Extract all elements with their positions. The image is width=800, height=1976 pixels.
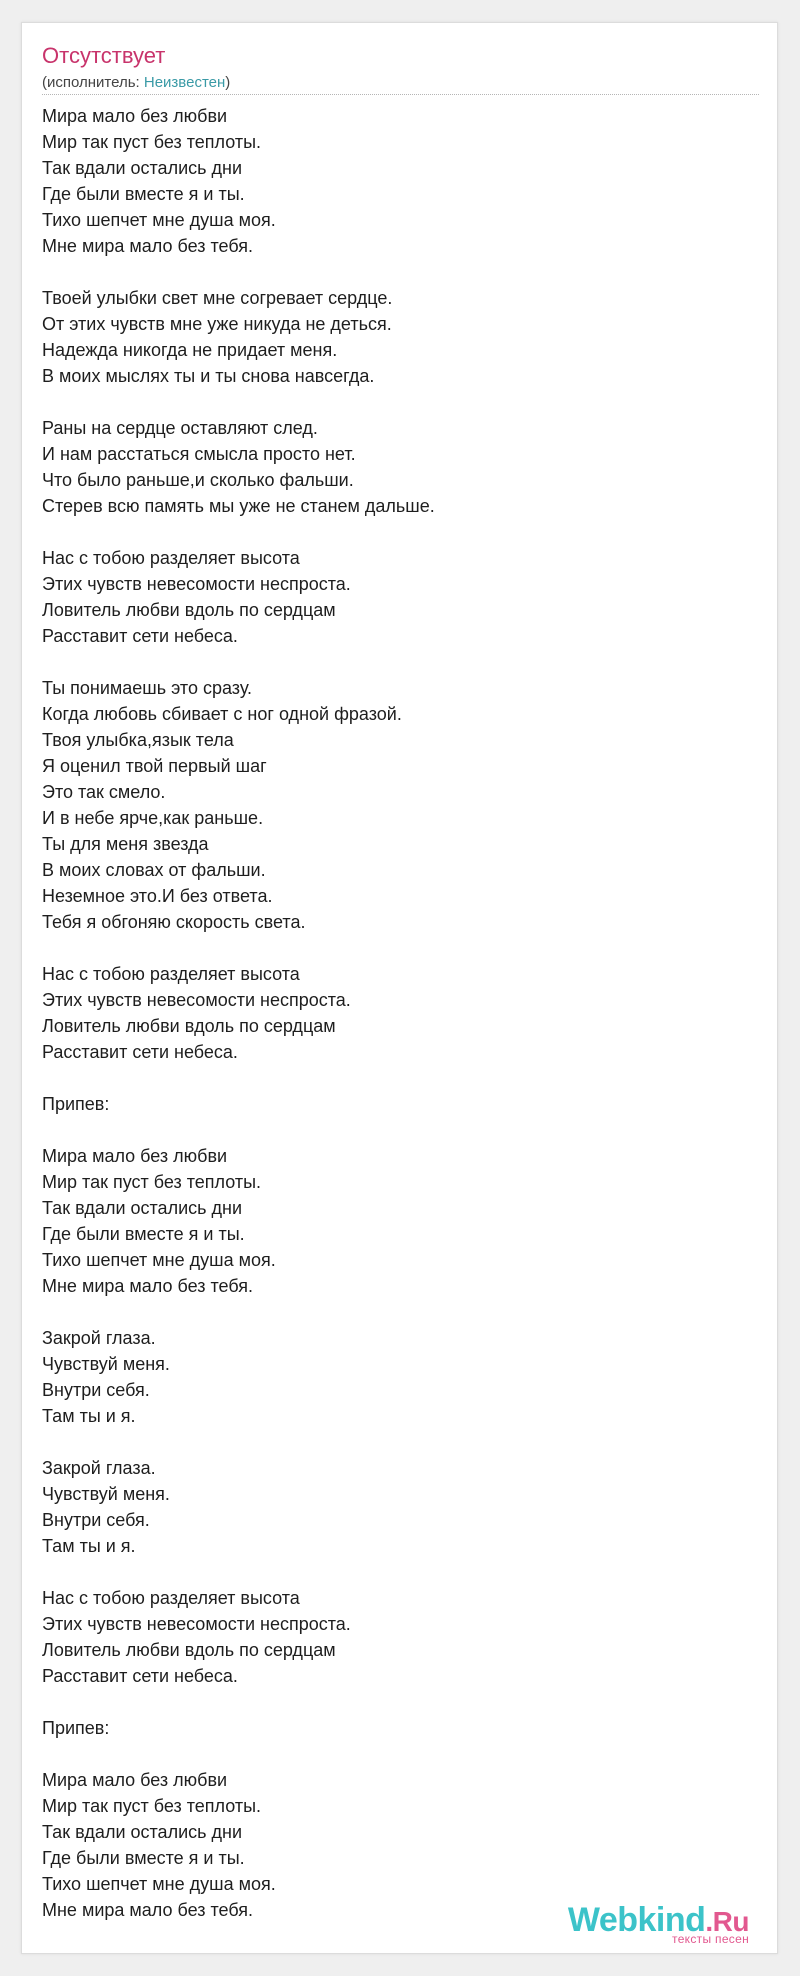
song-title: Отсутствует <box>42 43 166 68</box>
lyric-line: Мир так пуст без теплоты. <box>42 1796 262 1816</box>
lyric-line: Неземное это.И без ответа. <box>42 886 273 906</box>
lyric-stanza <box>42 1585 759 1689</box>
artist-prefix: (исполнитель: <box>42 74 144 91</box>
lyric-line: Тихо шепчет мне душа моя. <box>42 1250 276 1270</box>
lyric-line: Внутри себя. <box>42 1510 150 1530</box>
lyric-line: Твоя улыбка,язык тела <box>42 730 234 750</box>
lyric-stanza <box>42 961 759 1065</box>
lyrics-text <box>42 103 759 1923</box>
lyric-line: Ловитель любви вдоль по сердцам <box>42 600 336 620</box>
lyric-line: Так вдали остались дни <box>42 158 243 178</box>
lyric-line: Ты для меня звезда <box>42 834 209 854</box>
artist-line <box>42 74 230 92</box>
lyric-line: Где были вместе я и ты. <box>42 1848 245 1868</box>
lyric-line: Надежда никогда не придает меня. <box>42 340 338 360</box>
lyric-line: Нас с тобою разделяет высота <box>42 964 300 984</box>
lyric-line: В моих словах от фальши. <box>42 860 266 880</box>
lyric-stanza <box>42 1091 759 1117</box>
lyric-line: Тихо шепчет мне душа моя. <box>42 1874 276 1894</box>
lyric-stanza <box>42 1143 759 1299</box>
lyric-line: Так вдали остались дни <box>42 1198 243 1218</box>
lyric-line: Припев: <box>42 1094 110 1114</box>
logo-name: Webkind <box>567 1901 706 1939</box>
lyric-line: Ловитель любви вдоль по сердцам <box>42 1640 336 1660</box>
lyric-line: Где были вместе я и ты. <box>42 184 245 204</box>
lyric-line: Закрой глаза. <box>42 1328 156 1348</box>
lyrics-card <box>21 22 778 1954</box>
lyric-line: От этих чувств мне уже никуда не деться. <box>42 314 392 334</box>
lyric-stanza <box>42 1325 759 1429</box>
lyric-line: Мне мира мало без тебя. <box>42 1276 253 1296</box>
lyric-stanza <box>42 675 759 935</box>
title-divider <box>42 94 759 95</box>
lyric-line: Стерев всю память мы уже не станем дальше. <box>42 496 435 516</box>
lyric-line: Мира мало без любви <box>42 106 228 126</box>
lyric-line: Закрой глаза. <box>42 1458 156 1478</box>
lyric-line: Чувствуй меня. <box>42 1484 170 1504</box>
lyric-line: Мира мало без любви <box>42 1146 228 1166</box>
lyric-line: Ловитель любви вдоль по сердцам <box>42 1016 336 1036</box>
lyric-line: Раны на сердце оставляют след. <box>42 418 318 438</box>
lyric-line: Этих чувств невесомости неспроста. <box>42 574 351 594</box>
lyric-line: Мир так пуст без теплоты. <box>42 1172 262 1192</box>
lyric-line: Расставит сети небеса. <box>42 1042 238 1062</box>
lyric-line: Где были вместе я и ты. <box>42 1224 245 1244</box>
lyric-line: И в небе ярче,как раньше. <box>42 808 264 828</box>
lyric-line: Мне мира мало без тебя. <box>42 236 253 256</box>
lyric-line: В моих мыслях ты и ты снова навсегда. <box>42 366 375 386</box>
lyric-stanza <box>42 285 759 389</box>
lyric-line: Мир так пуст без теплоты. <box>42 132 262 152</box>
lyric-stanza <box>42 1455 759 1559</box>
lyric-line: Это так смело. <box>42 782 166 802</box>
lyric-line: Что было раньше,и сколько фальши. <box>42 470 354 490</box>
lyric-line: Я оценил твой первый шаг <box>42 756 267 776</box>
lyric-line: Там ты и я. <box>42 1536 136 1556</box>
lyric-line: Нас с тобою разделяет высота <box>42 548 300 568</box>
lyric-stanza <box>42 1715 759 1741</box>
lyric-line: Расставит сети небеса. <box>42 626 238 646</box>
lyric-line: И нам расстаться смысла просто нет. <box>42 444 356 464</box>
artist-link[interactable]: Неизвестен <box>143 74 226 91</box>
lyric-stanza <box>42 103 759 259</box>
logo-tld: .Ru <box>705 1906 749 1937</box>
lyric-line: Твоей улыбки свет мне согревает сердце. <box>42 288 393 308</box>
lyric-line: Мне мира мало без тебя. <box>42 1900 253 1920</box>
lyric-stanza <box>42 545 759 649</box>
lyric-line: Этих чувств невесомости неспроста. <box>42 1614 351 1634</box>
logo-tagline: тексты песен <box>672 1932 749 1946</box>
lyric-line: Мира мало без любви <box>42 1770 228 1790</box>
lyric-line: Тебя я обгоняю скорость света. <box>42 912 306 932</box>
artist-suffix: ) <box>225 74 231 91</box>
lyric-line: Нас с тобою разделяет высота <box>42 1588 300 1608</box>
lyric-line: Припев: <box>42 1718 110 1738</box>
lyric-line: Тихо шепчет мне душа моя. <box>42 210 276 230</box>
webkind-logo[interactable] <box>568 1903 749 1945</box>
lyric-stanza <box>42 1767 759 1923</box>
lyric-line: Так вдали остались дни <box>42 1822 243 1842</box>
lyric-line: Внутри себя. <box>42 1380 150 1400</box>
lyric-line: Там ты и я. <box>42 1406 136 1426</box>
lyric-line: Расставит сети небеса. <box>42 1666 238 1686</box>
lyric-line: Когда любовь сбивает с ног одной фразой. <box>42 704 402 724</box>
lyric-stanza <box>42 415 759 519</box>
lyric-line: Ты понимаешь это сразу. <box>42 678 253 698</box>
lyric-line: Этих чувств невесомости неспроста. <box>42 990 351 1010</box>
lyric-line: Чувствуй меня. <box>42 1354 170 1374</box>
